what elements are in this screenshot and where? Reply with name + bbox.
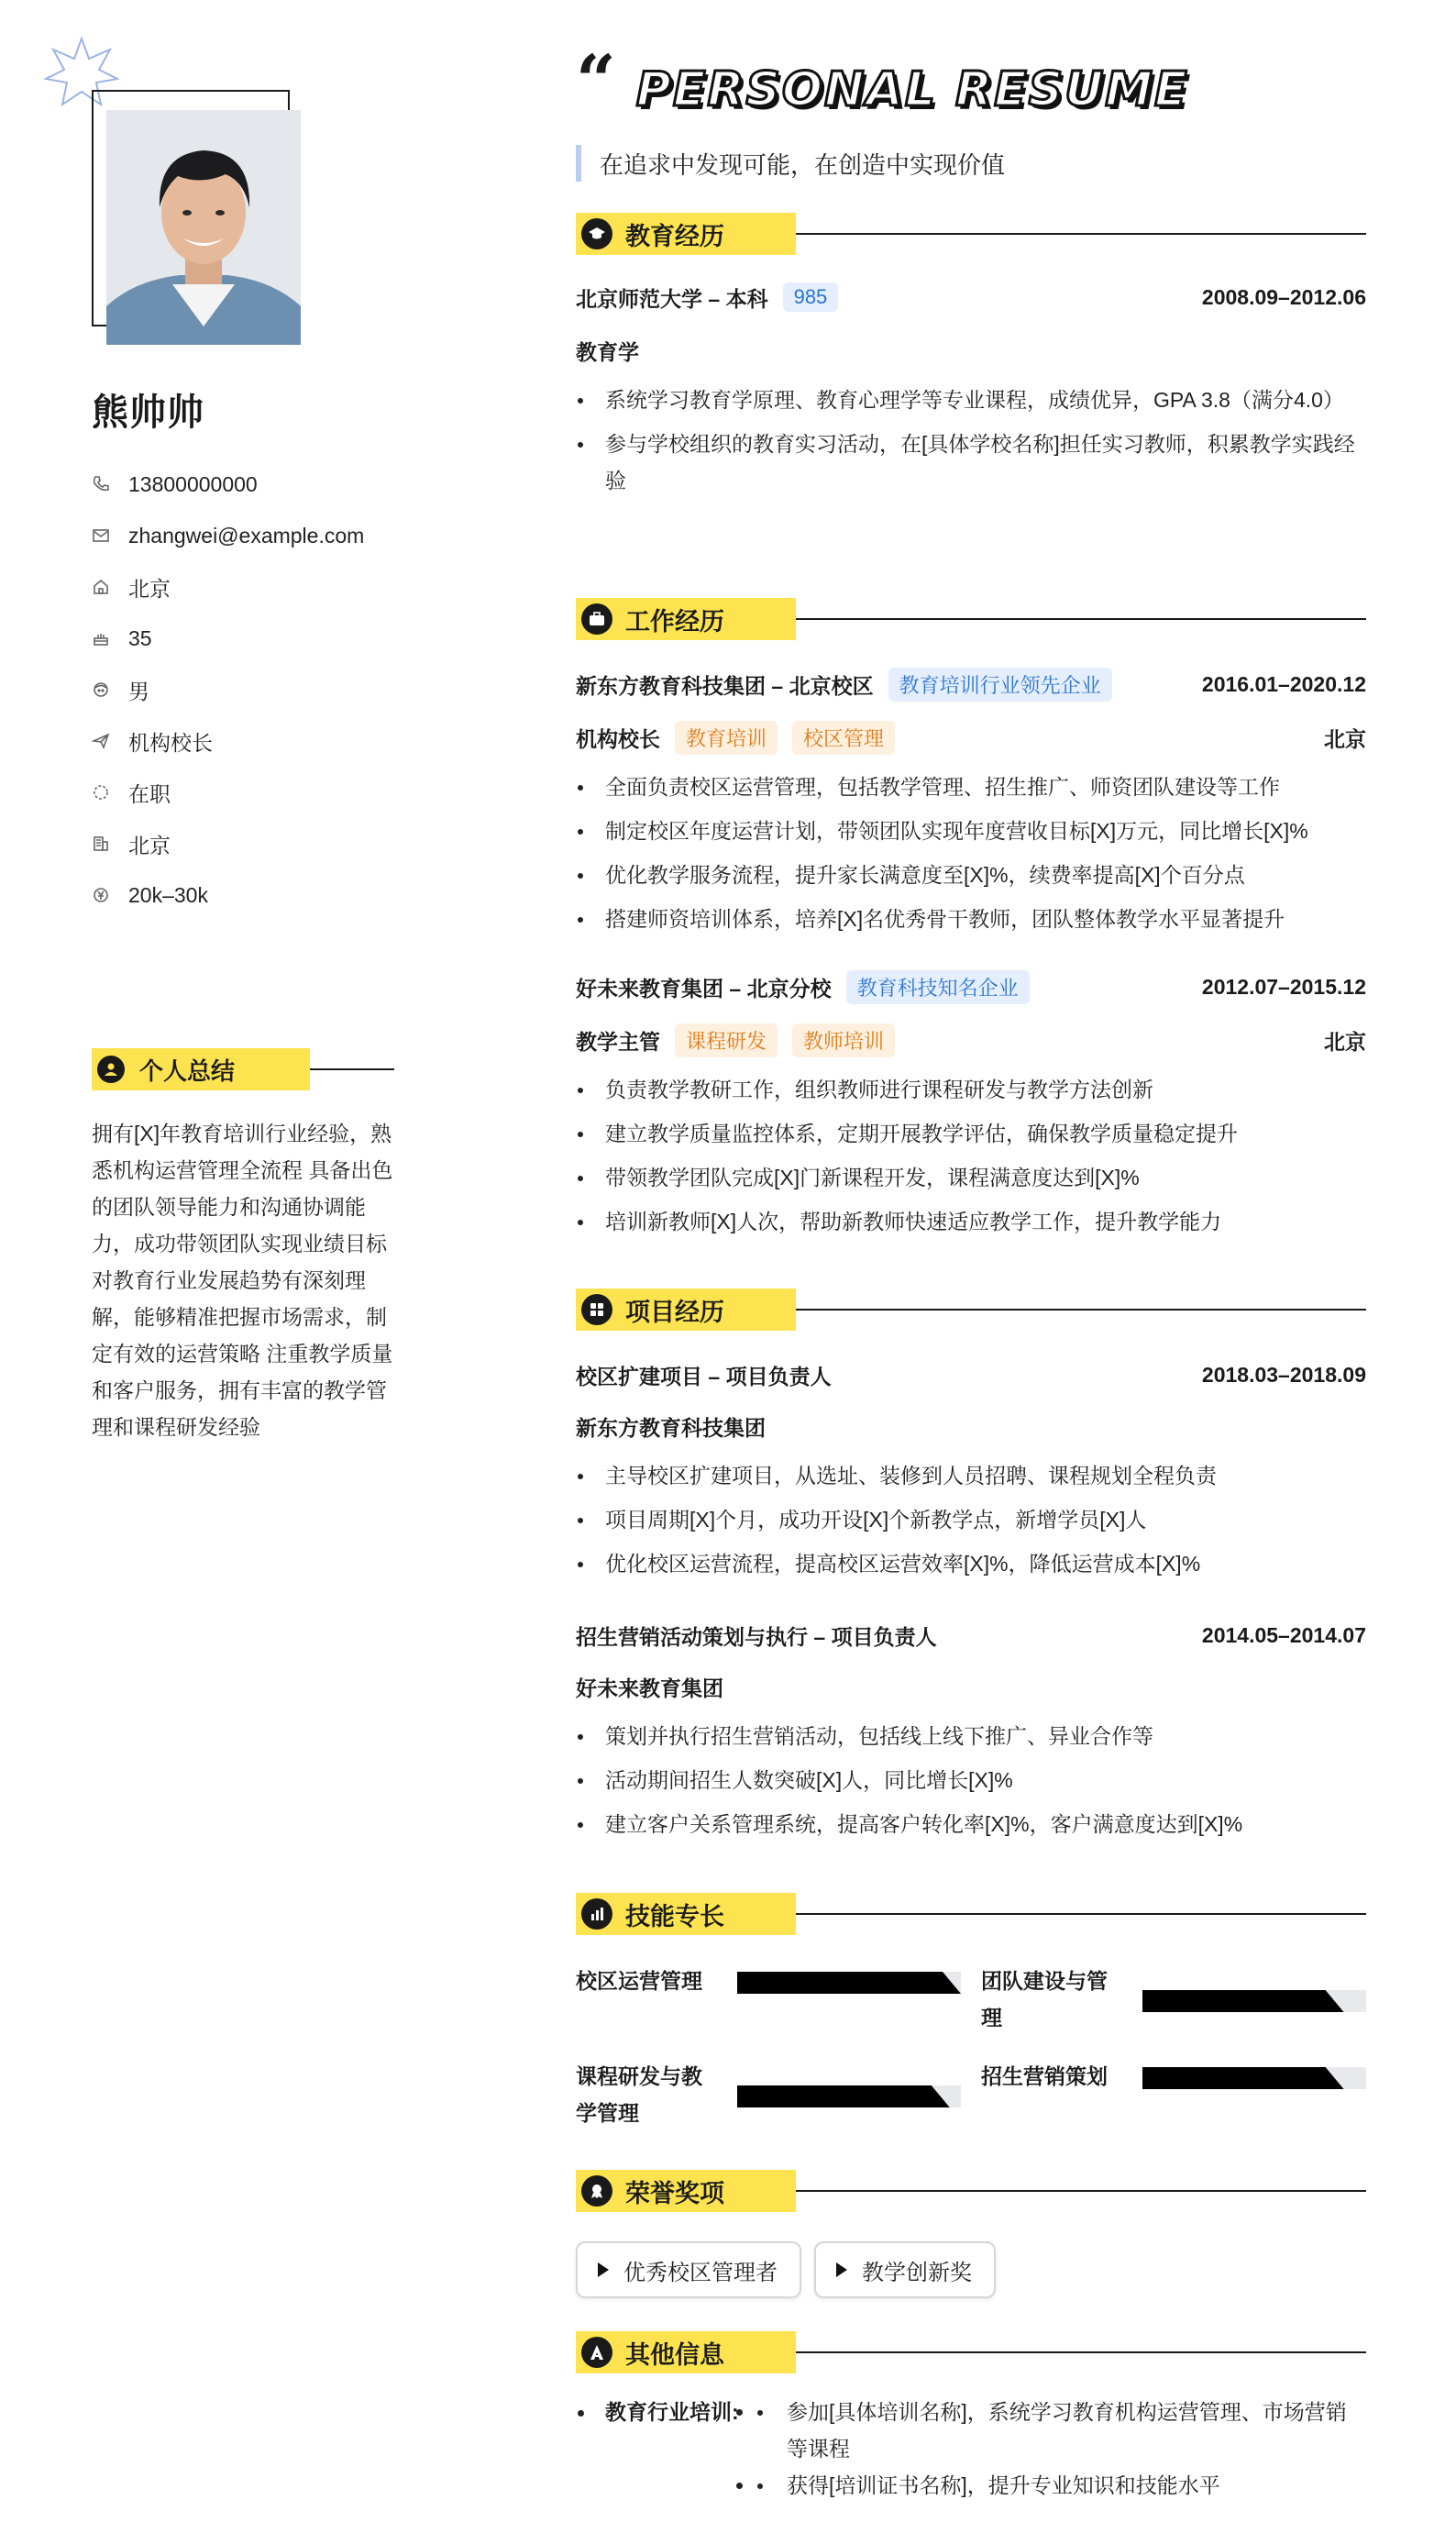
awards-list [576, 2241, 1366, 2298]
education-row [576, 279, 1366, 315]
avatar [106, 110, 301, 345]
skill-bar-fill [1142, 1990, 1344, 2012]
company-badge: 教育科技知名企业 [846, 970, 1030, 1004]
section-heading [576, 213, 1366, 255]
list-item: 活动期间招生人数突破[X]人，同比增长[X]% [576, 1758, 1366, 1802]
list-item: 负责教学教研工作，组织教师进行课程研发与教学方法创新 [576, 1067, 1366, 1112]
award-chip[interactable] [576, 2241, 801, 2298]
section-title: 项目经历 [625, 1298, 724, 1326]
plane-icon [92, 732, 110, 750]
building-icon [92, 835, 110, 853]
summary-text: 拥有[X]年教育培训行业经验，熟悉机构运营管理全流程 具备出色的团队领导能力和沟通协调能力，成功带领团队实现业绩目标 对教育行业发展趋势有深刻理解，能够精准把握市场需求，制定有效的运营策略 注重教学质量和客户服务，拥有丰富的教学管理和课程研发经验 [92, 1122, 393, 1439]
award-label: 优秀校区管理者 [623, 2260, 778, 2285]
info-salary [92, 869, 394, 921]
section-title: 荣誉奖项 [625, 2179, 724, 2207]
list-item: 建立教学质量监控体系，定期开展教学评估，确保教学质量稳定提升 [576, 1112, 1366, 1156]
skill-name: 招生营销策划 [981, 2064, 1108, 2088]
list-item: • 参加[具体培训名称]，系统学习教育机构运营管理、市场营销等课程 [756, 2394, 1366, 2467]
info-location [92, 561, 394, 613]
list-item: 参与学校组织的教育实习活动，在[具体学校名称]担任实习教师，积累教学实践经验 [576, 426, 1366, 499]
bar-chart-icon [581, 1898, 612, 1930]
divider [796, 1309, 1366, 1311]
school-name: 北京师范大学 – 本科 [576, 286, 768, 311]
list-item: 全面负责校区运营管理，包括教学管理、招生推广、师资团队建设等工作 [576, 765, 1366, 809]
award-icon [581, 2175, 612, 2207]
location-text: 北京 [128, 576, 171, 601]
list-item: 建立客户关系管理系统，提高客户转化率[X]%，客户满意度达到[X]% [576, 1802, 1366, 1846]
skill-bar [737, 1972, 961, 1994]
status-text: 在职 [128, 781, 171, 806]
info-phone [92, 459, 394, 510]
job-city: 北京 [1324, 1029, 1366, 1054]
gender-icon [92, 680, 110, 699]
home-icon [92, 578, 110, 596]
job-entry [576, 666, 1366, 941]
education-period: 2008.09–2012.06 [1201, 284, 1366, 309]
job-period: 2012.07–2015.12 [1201, 974, 1366, 999]
section-title: 工作经历 [625, 607, 724, 636]
resume-title-row [576, 39, 1189, 127]
divider [796, 1913, 1366, 1915]
info-email [92, 510, 394, 561]
job-role: 机构校长 [576, 726, 660, 751]
section-heading [576, 598, 1366, 640]
project-org: 好未来教育集团 [576, 1676, 723, 1700]
skill-name: 团队建设与管理 [981, 1969, 1108, 2030]
quote-mark: “ [576, 39, 616, 121]
slogan: 在追求中发现可能，在创造中实现价值 [576, 145, 1005, 182]
phone-text: 13800000000 [128, 471, 258, 496]
list-item: 项目周期[X]个月，成功开设[X]个新教学点，新增学员[X]人 [576, 1498, 1366, 1542]
project-name: 校区扩建项目 – 项目负责人 [576, 1364, 832, 1388]
project-bullets [576, 1454, 1366, 1586]
briefcase-icon [581, 603, 612, 635]
list-item: 带领教学团队完成[X]门新课程开发，课程满意度达到[X]% [576, 1156, 1366, 1200]
info-job [92, 715, 394, 767]
school-badge: 985 [783, 282, 839, 312]
job-text: 机构校长 [128, 730, 213, 755]
skill-bar [1142, 1990, 1366, 2012]
job-period: 2016.01–2020.12 [1201, 671, 1366, 696]
summary-title: 个人总结 [139, 1056, 236, 1085]
email-text: zhangwei@example.com [128, 523, 365, 548]
contact-info-list [92, 459, 394, 921]
user-icon [97, 1056, 125, 1083]
city-text: 北京 [128, 833, 171, 857]
project-period: 2014.05–2014.07 [1201, 1622, 1366, 1647]
skill-bar-fill [737, 1972, 961, 1994]
list-item: 系统学习教育学原理、教育心理学等专业课程，成绩优异，GPA 3.8（满分4.0） [576, 382, 1366, 418]
list-item: 培训新教师[X]人次，帮助新教师快速适应教学工作，提升教学能力 [576, 1200, 1366, 1244]
section-heading [576, 1289, 1366, 1331]
gender-text: 男 [128, 679, 149, 703]
skills-grid [576, 1963, 1366, 2146]
education-bullets [576, 382, 1366, 499]
person-name: 熊帅帅 [92, 393, 204, 433]
play-icon [836, 2262, 847, 2277]
section-title: 技能专长 [625, 1902, 724, 1930]
skill-bar-fill [1142, 2067, 1344, 2089]
status-icon [92, 783, 110, 802]
play-icon [598, 2262, 609, 2277]
skill-bar [1142, 2067, 1366, 2089]
graduation-cap-icon [581, 218, 612, 249]
age-text: 35 [128, 625, 152, 650]
info-status [92, 767, 394, 818]
other-section [576, 2331, 1366, 2504]
job-tag: 教育培训 [675, 721, 778, 755]
list-item: 优化校区运营流程，提高校区运营效率[X]%，降低运营成本[X]% [576, 1542, 1366, 1586]
other-bullets [756, 2394, 1366, 2504]
list-item: 策划并执行招生营销活动，包括线上线下推广、异业合作等 [576, 1714, 1366, 1758]
grid-icon [581, 1294, 612, 1325]
info-city [92, 818, 394, 869]
list-item: 制定校区年度运营计划，带领团队实现年度营收目标[X]万元，同比增长[X]% [576, 809, 1366, 853]
job-bullets [576, 1067, 1366, 1244]
divider [796, 2351, 1366, 2353]
job-city: 北京 [1324, 726, 1366, 751]
project-entry [576, 1356, 1366, 1586]
company-name: 新东方教育科技集团 – 北京校区 [576, 673, 874, 698]
project-name: 招生营销活动策划与执行 – 项目负责人 [576, 1624, 937, 1649]
section-title: 其他信息 [625, 2340, 724, 2369]
work-section [576, 598, 1366, 1244]
project-org: 新东方教育科技集团 [576, 1415, 766, 1440]
info-age [92, 613, 394, 664]
salary-text: 20k–30k [128, 882, 208, 907]
job-tag: 校区管理 [792, 721, 895, 755]
section-title: 教育经历 [625, 222, 724, 250]
projects-section [576, 1289, 1366, 1846]
info-gender [92, 664, 394, 715]
resume-title: PERSONAL RESUME [635, 62, 1189, 117]
list-item: • 获得[培训证书名称]，提升专业知识和技能水平 [756, 2467, 1366, 2504]
job-bullets [576, 765, 1366, 941]
info-icon [581, 2337, 612, 2368]
job-tag: 课程研发 [675, 1023, 778, 1057]
company-name: 好未来教育集团 – 北京分校 [576, 976, 832, 1001]
job-role: 教学主管 [576, 1029, 660, 1054]
job-tag: 教师培训 [792, 1023, 895, 1057]
list-item: 主导校区扩建项目，从选址、装修到人员招聘、课程规划全程负责 [576, 1454, 1366, 1498]
awards-section [576, 2170, 1366, 2298]
education-section [576, 213, 1366, 499]
divider [796, 233, 1366, 235]
skills-section [576, 1893, 1366, 2146]
divider [310, 1068, 394, 1070]
skill-bar-fill [737, 2085, 950, 2107]
job-entry [576, 968, 1366, 1244]
skill-name: 课程研发与教学管理 [576, 2064, 702, 2125]
summary-heading [92, 1048, 394, 1090]
divider [796, 618, 1366, 620]
section-heading [576, 2331, 1366, 2373]
phone-icon [92, 475, 110, 493]
award-chip[interactable] [814, 2241, 996, 2298]
project-period: 2018.03–2018.09 [1201, 1362, 1366, 1387]
other-label: 教育行业培训: [576, 2394, 739, 2430]
project-entry [576, 1617, 1366, 1846]
award-label: 教学创新奖 [862, 2260, 972, 2285]
skill-name: 校区运营管理 [576, 1969, 702, 1993]
mail-icon [92, 526, 110, 545]
list-item: 优化教学服务流程，提升家长满意度至[X]%，续费率提高[X]个百分点 [576, 853, 1366, 897]
section-heading [576, 2170, 1366, 2212]
other-info [576, 2394, 1366, 2504]
section-heading [576, 1893, 1366, 1935]
major: 教育学 [576, 339, 639, 364]
company-badge: 教育培训行业领先企业 [888, 668, 1112, 702]
skill-bar [737, 2085, 961, 2107]
salary-icon [92, 886, 110, 904]
list-item: 搭建师资培训体系，培养[X]名优秀骨干教师，团队整体教学水平显著提升 [576, 897, 1366, 941]
cake-icon [92, 629, 110, 647]
project-bullets [576, 1714, 1366, 1846]
divider [796, 2190, 1366, 2192]
